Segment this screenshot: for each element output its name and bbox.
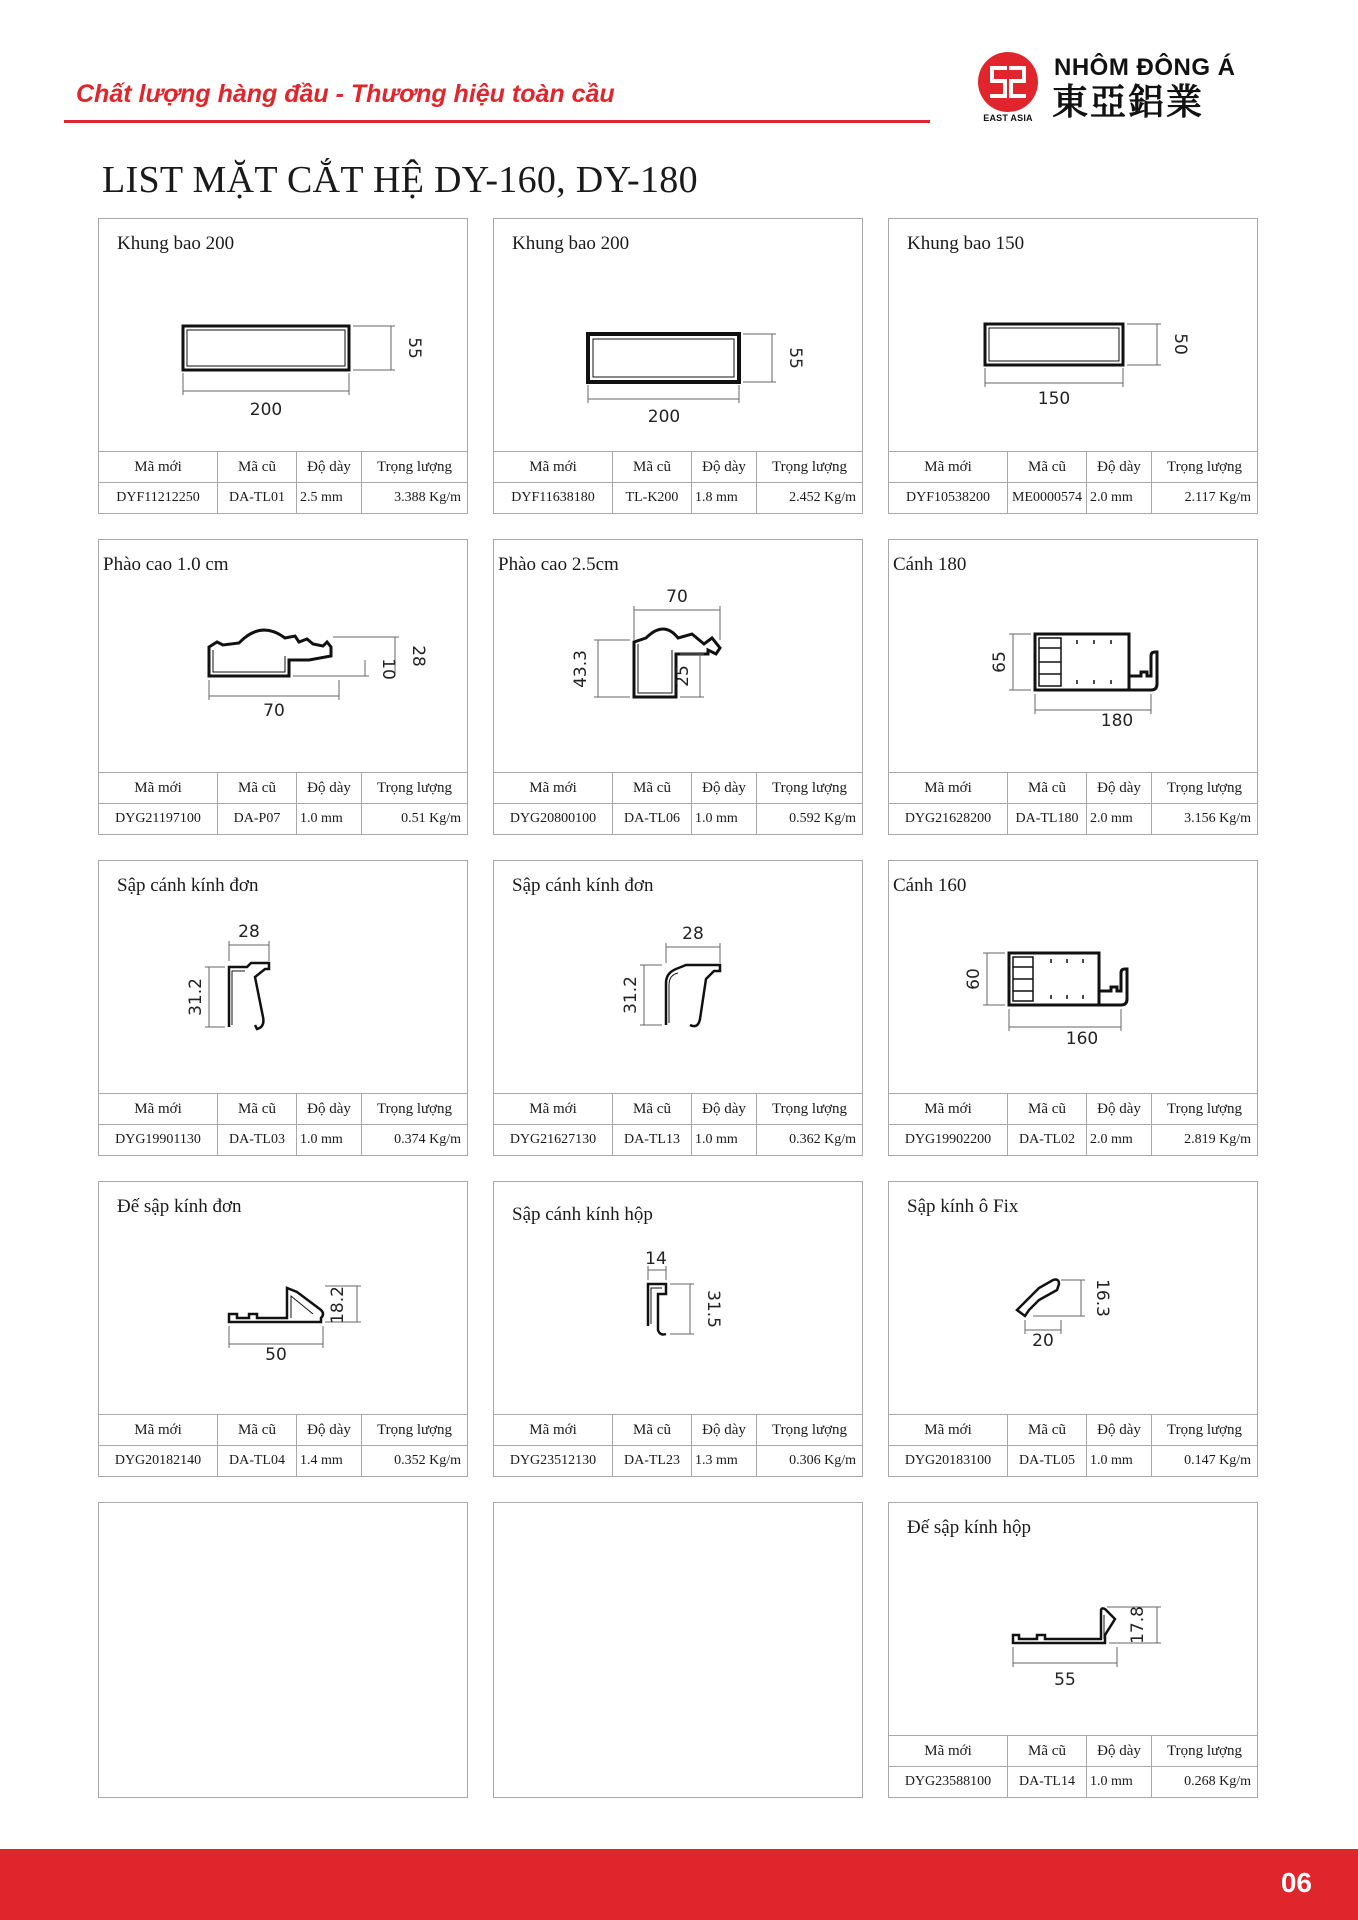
new-code: DYG20182140 bbox=[99, 1446, 218, 1477]
dim-label: 150 bbox=[1037, 389, 1071, 409]
weight: 2.452 Kg/m bbox=[757, 483, 863, 514]
dim-label: 18.2 bbox=[328, 1286, 348, 1324]
spec-table bbox=[889, 1093, 1257, 1155]
profile-card bbox=[888, 1502, 1258, 1798]
new-code: DYG20183100 bbox=[889, 1446, 1008, 1477]
weight: 0.147 Kg/m bbox=[1152, 1446, 1258, 1477]
weight: 0.306 Kg/m bbox=[757, 1446, 863, 1477]
profile-drawing bbox=[99, 255, 467, 455]
page-title: LIST MẶT CẮT HỆ DY-160, DY-180 bbox=[102, 159, 698, 201]
dim-label: 17.8 bbox=[1128, 1606, 1148, 1644]
new-code: DYG23588100 bbox=[889, 1767, 1008, 1798]
page-number: 06 bbox=[1280, 1867, 1312, 1898]
old-code: DA-TL180 bbox=[1008, 804, 1087, 835]
profile-title: Khung bao 200 bbox=[512, 233, 630, 254]
col-weight: Trọng lượng bbox=[1152, 1094, 1258, 1125]
col-new-code: Mã mới bbox=[889, 1415, 1008, 1446]
col-thickness: Độ dày bbox=[1087, 452, 1152, 483]
new-code: DYG21628200 bbox=[889, 804, 1008, 835]
profile-drawing bbox=[889, 576, 1257, 776]
dim-label: 50 bbox=[1170, 333, 1190, 355]
weight: 0.352 Kg/m bbox=[362, 1446, 468, 1477]
spec-table bbox=[494, 1093, 862, 1155]
new-code: DYG21627130 bbox=[494, 1125, 613, 1156]
spec-table bbox=[494, 772, 862, 834]
col-old-code: Mã cũ bbox=[613, 773, 692, 804]
dim-label: 50 bbox=[265, 1345, 287, 1365]
old-code: DA-TL14 bbox=[1008, 1767, 1087, 1798]
new-code: DYG19901130 bbox=[99, 1125, 218, 1156]
old-code: DA-TL04 bbox=[218, 1446, 297, 1477]
col-old-code: Mã cũ bbox=[1008, 1736, 1087, 1767]
profile-title: Sập kính ô Fix bbox=[907, 1196, 1019, 1217]
profile-title: Sập cánh kính đơn bbox=[117, 875, 259, 896]
col-new-code: Mã mới bbox=[889, 1736, 1008, 1767]
old-code: DA-TL01 bbox=[218, 483, 297, 514]
profile-card bbox=[493, 860, 863, 1156]
thickness: 1.3 mm bbox=[692, 1446, 757, 1477]
thickness: 2.0 mm bbox=[1087, 804, 1152, 835]
new-code: DYG21197100 bbox=[99, 804, 218, 835]
col-weight: Trọng lượng bbox=[362, 773, 468, 804]
col-old-code: Mã cũ bbox=[613, 1415, 692, 1446]
spec-table bbox=[889, 1414, 1257, 1476]
weight: 0.268 Kg/m bbox=[1152, 1767, 1258, 1798]
col-thickness: Độ dày bbox=[1087, 773, 1152, 804]
profile-title: Cánh 160 bbox=[893, 875, 967, 896]
dim-label: 31.2 bbox=[621, 976, 641, 1014]
dim-label: 200 bbox=[647, 407, 681, 427]
spec-table bbox=[889, 451, 1257, 513]
profile-drawing bbox=[889, 1539, 1257, 1739]
col-thickness: Độ dày bbox=[692, 1415, 757, 1446]
profile-title: Đế sập kính hộp bbox=[907, 1517, 1032, 1538]
new-code: DYG23512130 bbox=[494, 1446, 613, 1477]
old-code: DA-TL03 bbox=[218, 1125, 297, 1156]
dim-label: 55 bbox=[1054, 1670, 1076, 1690]
empty-card bbox=[493, 1502, 863, 1798]
profile-drawing bbox=[889, 897, 1257, 1097]
col-old-code: Mã cũ bbox=[218, 1094, 297, 1125]
col-old-code: Mã cũ bbox=[218, 452, 297, 483]
spec-table bbox=[889, 772, 1257, 834]
logo-emblem-icon bbox=[978, 52, 1038, 112]
spec-table bbox=[889, 1735, 1257, 1797]
thickness: 2.0 mm bbox=[1087, 483, 1152, 514]
dim-label: 55 bbox=[404, 337, 424, 359]
col-new-code: Mã mới bbox=[99, 1415, 218, 1446]
col-new-code: Mã mới bbox=[494, 1415, 613, 1446]
col-new-code: Mã mới bbox=[99, 773, 218, 804]
profile-card bbox=[888, 539, 1258, 835]
col-thickness: Độ dày bbox=[692, 773, 757, 804]
new-code: DYF11212250 bbox=[99, 483, 218, 514]
col-old-code: Mã cũ bbox=[1008, 773, 1087, 804]
dim-label: 14 bbox=[645, 1249, 667, 1269]
dim-label: 31.2 bbox=[186, 978, 206, 1016]
col-weight: Trọng lượng bbox=[757, 773, 863, 804]
profile-title: Cánh 180 bbox=[893, 554, 967, 575]
col-weight: Trọng lượng bbox=[1152, 452, 1258, 483]
col-thickness: Độ dày bbox=[297, 1415, 362, 1446]
col-thickness: Độ dày bbox=[1087, 1736, 1152, 1767]
thickness: 1.0 mm bbox=[692, 1125, 757, 1156]
col-weight: Trọng lượng bbox=[1152, 773, 1258, 804]
profile-card bbox=[493, 218, 863, 514]
col-new-code: Mã mới bbox=[494, 1094, 613, 1125]
dim-label: 65 bbox=[990, 651, 1010, 673]
new-code: DYG19902200 bbox=[889, 1125, 1008, 1156]
profile-drawing bbox=[494, 897, 862, 1097]
brand-logo bbox=[978, 50, 1278, 126]
col-old-code: Mã cũ bbox=[613, 1094, 692, 1125]
col-thickness: Độ dày bbox=[1087, 1415, 1152, 1446]
spec-table bbox=[99, 772, 467, 834]
profile-drawing bbox=[889, 255, 1257, 455]
dim-label: 28 bbox=[238, 922, 260, 942]
dim-label: 31.5 bbox=[703, 1290, 723, 1328]
thickness: 2.5 mm bbox=[297, 483, 362, 514]
profile-title: Đế sập kính đơn bbox=[117, 1196, 242, 1217]
new-code: DYF10538200 bbox=[889, 483, 1008, 514]
profile-drawing bbox=[99, 576, 467, 776]
col-old-code: Mã cũ bbox=[613, 452, 692, 483]
col-thickness: Độ dày bbox=[297, 773, 362, 804]
col-thickness: Độ dày bbox=[692, 1094, 757, 1125]
thickness: 1.8 mm bbox=[692, 483, 757, 514]
profile-card bbox=[98, 218, 468, 514]
col-old-code: Mã cũ bbox=[1008, 452, 1087, 483]
thickness: 1.0 mm bbox=[297, 804, 362, 835]
col-new-code: Mã mới bbox=[494, 452, 613, 483]
thickness: 1.0 mm bbox=[692, 804, 757, 835]
col-old-code: Mã cũ bbox=[1008, 1094, 1087, 1125]
profile-title: Phào cao 2.5cm bbox=[498, 554, 619, 575]
slogan: Chất lượng hàng đầu - Thương hiệu toàn cầu bbox=[76, 80, 615, 108]
old-code: DA-P07 bbox=[218, 804, 297, 835]
logo-tagline: EAST ASIA bbox=[983, 113, 1033, 123]
profile-title: Sập cánh kính đơn bbox=[512, 875, 654, 896]
col-weight: Trọng lượng bbox=[757, 1094, 863, 1125]
spec-table bbox=[494, 451, 862, 513]
thickness: 1.0 mm bbox=[1087, 1446, 1152, 1477]
profile-drawing bbox=[494, 255, 862, 455]
profile-card bbox=[98, 539, 468, 835]
dim-label: 25 bbox=[673, 665, 693, 687]
dim-label: 70 bbox=[263, 701, 285, 721]
col-new-code: Mã mới bbox=[889, 1094, 1008, 1125]
dim-label: 28 bbox=[408, 645, 428, 667]
weight: 2.117 Kg/m bbox=[1152, 483, 1258, 514]
col-weight: Trọng lượng bbox=[362, 1415, 468, 1446]
new-code: DYF11638180 bbox=[494, 483, 613, 514]
dim-label: 16.3 bbox=[1092, 1279, 1112, 1317]
dim-label: 10 bbox=[378, 658, 398, 680]
profile-drawing bbox=[494, 576, 862, 776]
thickness: 1.4 mm bbox=[297, 1446, 362, 1477]
weight: 3.388 Kg/m bbox=[362, 483, 468, 514]
profile-drawing bbox=[889, 1218, 1257, 1418]
dim-label: 20 bbox=[1032, 1331, 1054, 1351]
profile-card bbox=[98, 860, 468, 1156]
spec-table bbox=[99, 1414, 467, 1476]
col-thickness: Độ dày bbox=[297, 452, 362, 483]
old-code: DA-TL13 bbox=[613, 1125, 692, 1156]
col-weight: Trọng lượng bbox=[362, 1094, 468, 1125]
profile-title: Phào cao 1.0 cm bbox=[103, 554, 229, 575]
old-code: DA-TL02 bbox=[1008, 1125, 1087, 1156]
col-weight: Trọng lượng bbox=[1152, 1736, 1258, 1767]
empty-card bbox=[98, 1502, 468, 1798]
col-new-code: Mã mới bbox=[494, 773, 613, 804]
col-new-code: Mã mới bbox=[889, 452, 1008, 483]
profile-title: Khung bao 200 bbox=[117, 233, 235, 254]
profile-card bbox=[493, 539, 863, 835]
profile-drawing bbox=[494, 1218, 862, 1418]
dim-label: 60 bbox=[964, 968, 984, 990]
profile-card bbox=[888, 218, 1258, 514]
dim-label: 28 bbox=[682, 924, 704, 944]
footer-bar bbox=[0, 1849, 1358, 1920]
profile-title: Khung bao 150 bbox=[907, 233, 1025, 254]
col-new-code: Mã mới bbox=[99, 1094, 218, 1125]
slogan-rule bbox=[64, 120, 930, 123]
weight: 0.362 Kg/m bbox=[757, 1125, 863, 1156]
new-code: DYG20800100 bbox=[494, 804, 613, 835]
old-code: DA-TL05 bbox=[1008, 1446, 1087, 1477]
old-code: DA-TL06 bbox=[613, 804, 692, 835]
dim-label: 43.3 bbox=[571, 650, 591, 688]
col-weight: Trọng lượng bbox=[1152, 1415, 1258, 1446]
dim-label: 180 bbox=[1100, 711, 1134, 731]
col-new-code: Mã mới bbox=[99, 452, 218, 483]
brand-name-cn: 東亞鋁業 bbox=[1052, 82, 1205, 123]
col-thickness: Độ dày bbox=[1087, 1094, 1152, 1125]
col-old-code: Mã cũ bbox=[1008, 1415, 1087, 1446]
profile-drawing bbox=[99, 1218, 467, 1418]
thickness: 2.0 mm bbox=[1087, 1125, 1152, 1156]
col-new-code: Mã mới bbox=[889, 773, 1008, 804]
col-old-code: Mã cũ bbox=[218, 773, 297, 804]
spec-table bbox=[99, 1093, 467, 1155]
profile-card bbox=[888, 860, 1258, 1156]
thickness: 1.0 mm bbox=[1087, 1767, 1152, 1798]
brand-name: NHÔM ĐÔNG Á bbox=[1054, 54, 1236, 81]
spec-table bbox=[99, 451, 467, 513]
old-code: DA-TL23 bbox=[613, 1446, 692, 1477]
profile-title: Sập cánh kính hộp bbox=[512, 1204, 653, 1225]
col-weight: Trọng lượng bbox=[757, 452, 863, 483]
dim-label: 160 bbox=[1065, 1029, 1099, 1049]
old-code: ME0000574 bbox=[1008, 483, 1087, 514]
old-code: TL-K200 bbox=[613, 483, 692, 514]
col-thickness: Độ dày bbox=[297, 1094, 362, 1125]
dim-label: 200 bbox=[249, 400, 283, 420]
weight: 0.592 Kg/m bbox=[757, 804, 863, 835]
profile-card bbox=[98, 1181, 468, 1477]
weight: 2.819 Kg/m bbox=[1152, 1125, 1258, 1156]
profile-drawing bbox=[99, 897, 467, 1097]
col-old-code: Mã cũ bbox=[218, 1415, 297, 1446]
profile-card bbox=[493, 1181, 863, 1477]
col-weight: Trọng lượng bbox=[757, 1415, 863, 1446]
weight: 0.51 Kg/m bbox=[362, 804, 468, 835]
weight: 3.156 Kg/m bbox=[1152, 804, 1258, 835]
col-weight: Trọng lượng bbox=[362, 452, 468, 483]
col-thickness: Độ dày bbox=[692, 452, 757, 483]
dim-label: 70 bbox=[666, 587, 688, 607]
profile-card bbox=[888, 1181, 1258, 1477]
weight: 0.374 Kg/m bbox=[362, 1125, 468, 1156]
dim-label: 55 bbox=[785, 347, 805, 369]
spec-table bbox=[494, 1414, 862, 1476]
thickness: 1.0 mm bbox=[297, 1125, 362, 1156]
